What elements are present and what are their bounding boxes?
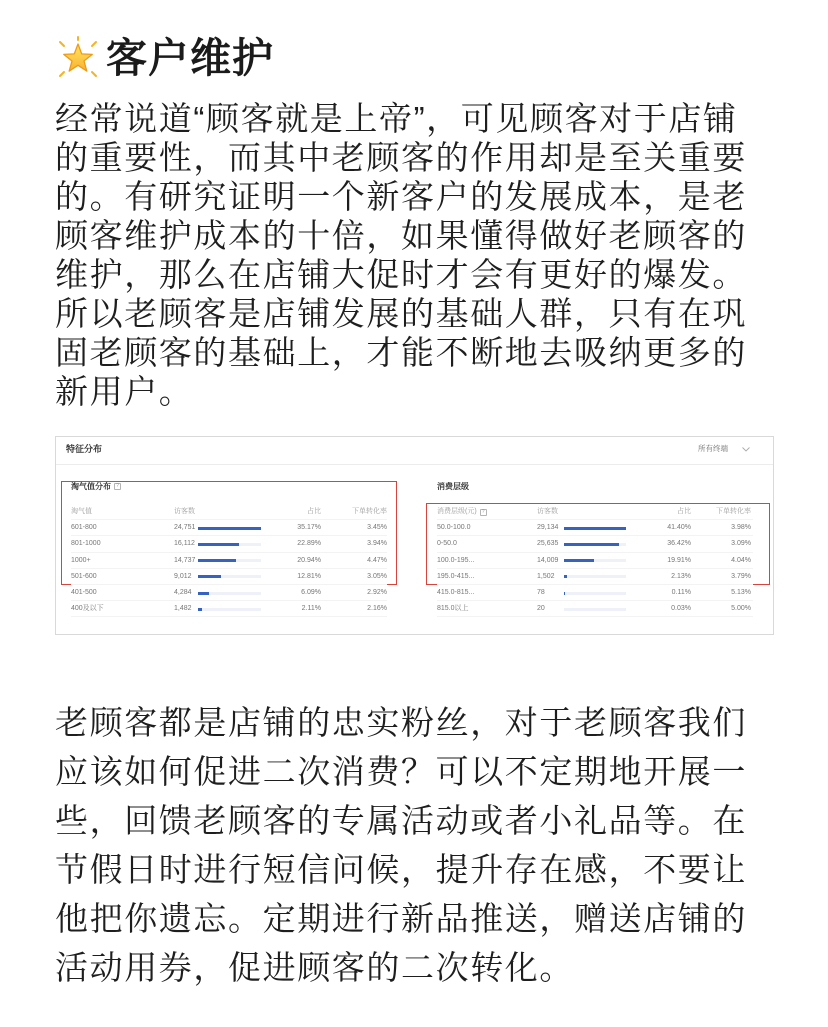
share-percent: 20.94% — [297, 556, 321, 564]
share-percent: 2.13% — [671, 572, 691, 580]
taoqi-range: 501-600 — [71, 572, 97, 580]
column-header: 访客数 — [174, 508, 195, 515]
visitor-count: 4,284 — [174, 588, 192, 596]
table-row — [422, 585, 767, 601]
post-title: 客户维护 — [106, 35, 274, 81]
intro-paragraph — [55, 99, 747, 411]
table-row — [56, 520, 401, 536]
taoqi-range: 1000+ — [71, 556, 91, 564]
conversion-rate: 3.79% — [731, 572, 751, 580]
visitor-count: 16,112 — [174, 540, 195, 548]
share-percent: 35.17% — [297, 524, 321, 532]
feature-distribution-screenshot[interactable] — [55, 436, 774, 635]
table-header-row — [56, 504, 401, 520]
paragraph-line: 维护，那么在店铺大促时才会有更好的爆发。 — [55, 256, 747, 293]
panel-title: 特征分布 — [66, 444, 103, 454]
paragraph-line: 顾客维护成本的十倍，如果懂得做好老顾客的 — [55, 217, 747, 254]
conversion-rate: 3.09% — [731, 540, 751, 548]
chevron-down-icon — [742, 447, 750, 452]
visitor-bar-fill — [198, 527, 261, 530]
visitor-count: 24,751 — [174, 524, 196, 532]
visitor-bar-track — [564, 575, 626, 578]
visitor-bar-track — [198, 559, 261, 562]
share-percent: 2.11% — [301, 605, 321, 613]
taoqi-table — [56, 504, 401, 617]
spending-table-title-text: 消费层级 — [437, 482, 469, 491]
visitor-bar-fill — [564, 527, 626, 530]
table-row — [422, 520, 767, 536]
column-header — [437, 504, 487, 520]
share-percent: 36.42% — [667, 540, 691, 548]
table-row — [56, 569, 401, 585]
paragraph-line: 的重要性，而其中老顾客的作用却是至关重要 — [55, 139, 747, 176]
spending-range: 50.0-100.0 — [437, 524, 471, 532]
help-icon — [114, 483, 121, 490]
spending-table-title — [437, 481, 469, 492]
table-row — [422, 569, 767, 585]
visitor-bar-track — [198, 543, 261, 546]
spending-range: 415.0-815... — [437, 588, 475, 596]
conversion-rate: 2.92% — [367, 588, 387, 596]
spending-range: 815.0以上 — [437, 605, 469, 613]
visitor-bar-fill — [198, 592, 209, 595]
conversion-rate: 3.98% — [731, 524, 751, 532]
visitor-bar-track — [564, 608, 626, 611]
conversion-rate: 4.04% — [731, 556, 751, 564]
visitor-bar-fill — [564, 559, 594, 562]
spending-range: 100.0-195... — [437, 556, 475, 564]
conversion-rate: 5.00% — [731, 605, 751, 613]
visitor-count: 78 — [537, 588, 545, 596]
table-header-row — [422, 504, 767, 520]
visitor-count: 14,009 — [537, 556, 559, 564]
post-title-row — [55, 32, 274, 84]
conversion-rate: 3.94% — [367, 540, 387, 548]
help-icon — [480, 509, 487, 516]
terminal-filter-dropdown — [698, 443, 750, 455]
share-percent: 19.91% — [667, 556, 691, 564]
conversion-rate: 4.47% — [367, 556, 387, 564]
paragraph-line: 老顾客都是店铺的忠实粉丝，对于老顾客我们 — [55, 704, 747, 741]
conversion-rate: 5.13% — [731, 588, 751, 596]
column-header: 下单转化率 — [352, 508, 387, 515]
paragraph-line: 新用户。 — [55, 373, 194, 410]
visitor-count: 1,482 — [174, 605, 192, 613]
column-header: 下单转化率 — [716, 508, 751, 515]
visitor-bar-track — [198, 575, 261, 578]
visitor-bar-fill — [198, 543, 239, 546]
column-header-text: 消费层级(元) — [437, 508, 477, 515]
paragraph-line: 节假日时进行短信问候，提升存在感，不要让 — [55, 851, 747, 888]
conversion-rate: 2.16% — [367, 605, 387, 613]
table-row — [422, 601, 767, 617]
conversion-rate: 3.45% — [367, 524, 387, 532]
visitor-count: 20 — [537, 605, 545, 613]
share-percent: 22.89% — [297, 540, 321, 548]
column-header: 占比 — [307, 508, 321, 515]
share-percent: 12.81% — [297, 572, 321, 580]
visitor-bar-track — [564, 559, 626, 562]
share-percent: 0.11% — [671, 588, 691, 596]
table-row — [422, 553, 767, 569]
closing-paragraph — [55, 698, 747, 992]
table-row — [56, 601, 401, 617]
visitor-bar-track — [564, 527, 626, 530]
visitor-count: 14,737 — [174, 556, 196, 564]
taoqi-table-title — [71, 481, 121, 492]
terminal-filter-label: 所有终端 — [698, 444, 728, 453]
share-percent: 41.40% — [667, 524, 691, 532]
conversion-rate: 3.05% — [367, 572, 387, 580]
visitor-bar-track — [564, 592, 626, 595]
taoqi-range: 401-500 — [71, 588, 97, 596]
visitor-count: 29,134 — [537, 524, 559, 532]
visitor-bar-track — [198, 527, 261, 530]
header-divider — [56, 464, 773, 465]
column-header: 占比 — [677, 508, 691, 515]
glowing-star-icon — [55, 35, 101, 81]
taoqi-range: 801-1000 — [71, 540, 101, 548]
table-row — [56, 536, 401, 552]
visitor-bar-fill — [198, 575, 221, 578]
spending-table — [422, 504, 767, 617]
paragraph-line: 经常说道“顾客就是上帝”，可见顾客对于店铺 — [55, 100, 738, 137]
paragraph-line: 固老顾客的基础上，才能不断地去吸纳更多的 — [55, 334, 747, 371]
table-row — [56, 585, 401, 601]
paragraph-line: 些，回馈老顾客的专属活动或者小礼品等。在 — [55, 802, 747, 839]
taoqi-range: 400及以下 — [71, 605, 104, 613]
visitor-count: 9,012 — [174, 572, 192, 580]
paragraph-line: 的。有研究证明一个新客户的发展成本，是老 — [55, 178, 747, 215]
visitor-bar-fill — [564, 575, 567, 578]
paragraph-line: 所以老顾客是店铺发展的基础人群，只有在巩 — [55, 295, 747, 332]
spending-range: 0-50.0 — [437, 540, 457, 548]
spending-range: 195.0-415... — [437, 572, 475, 580]
paragraph-line: 他把你遗忘。定期进行新品推送，赠送店铺的 — [55, 900, 747, 937]
share-percent: 6.09% — [301, 588, 321, 596]
visitor-bar-track — [564, 543, 626, 546]
star-shape — [64, 44, 93, 71]
visitor-bar-track — [198, 592, 261, 595]
taoqi-range: 601-800 — [71, 524, 97, 532]
visitor-bar-fill — [198, 559, 236, 562]
paragraph-line: 应该如何促进二次消费？可以不定期地开展一 — [55, 753, 747, 790]
column-header: 访客数 — [537, 508, 558, 515]
visitor-bar-track — [198, 608, 261, 611]
visitor-count: 1,502 — [537, 572, 555, 580]
table-row — [56, 553, 401, 569]
column-header: 淘气值 — [71, 508, 92, 515]
visitor-bar-fill — [198, 608, 202, 611]
visitor-count: 25,635 — [537, 540, 559, 548]
table-row — [422, 536, 767, 552]
share-percent: 0.03% — [671, 605, 691, 613]
taoqi-table-title-text: 淘气值分布 — [71, 482, 111, 491]
visitor-bar-fill — [564, 543, 619, 546]
paragraph-line: 活动用券，促进顾客的二次转化。 — [55, 949, 574, 986]
